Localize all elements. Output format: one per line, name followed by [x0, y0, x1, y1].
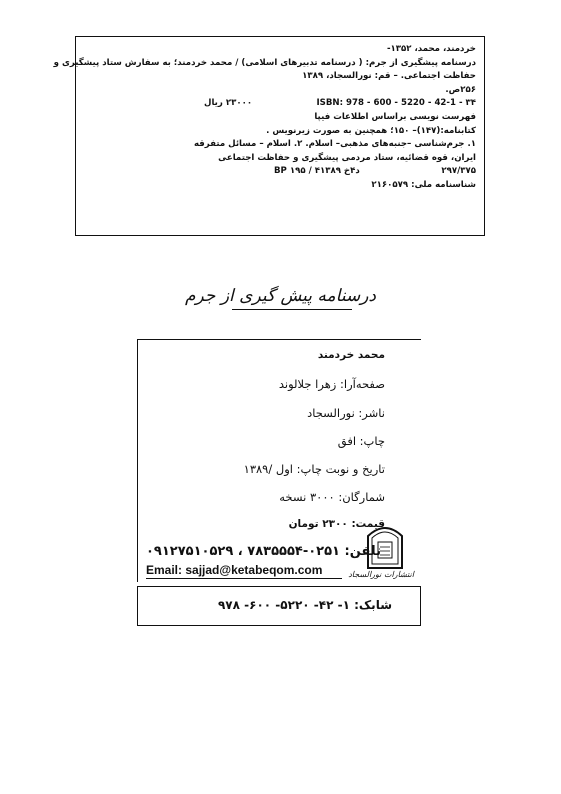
credit-price: قیمت: ۲۳۰۰ تومان: [288, 518, 385, 530]
logo-caption: انتشارات نورالسجاد: [348, 570, 414, 579]
credit-email[interactable]: Email: sajjad@ketabeqom.com: [146, 563, 323, 577]
cip-bibliography-line: کتابنامه:(۱۴۷)– ۱۵۰؛ همچنین به صورت زیرنویس .: [266, 125, 476, 136]
cip-subjects-line: ۱. جرم‌شناسی –جنبه‌های مذهبی– اسلام. ۲. اسلام – مسائل متفرقه: [193, 139, 476, 150]
cip-price: ۲۳۰۰۰ ریال: [204, 98, 253, 109]
credit-author: محمد خردمند: [317, 349, 385, 361]
cip-fipa-line: فهرست نویسی براساس اطلاعات فیپا: [314, 111, 476, 122]
credit-circulation: شمارگان: ۳۰۰۰ نسخه: [279, 490, 385, 504]
isbn-shabak: شابک: ۱- ۴۲- ۵۲۲۰- ۶۰۰- ۹۷۸: [217, 598, 392, 612]
cip-classification-row: [84, 165, 476, 179]
email-underline: [146, 578, 342, 579]
cip-isbn-row: [84, 97, 476, 111]
cip-corporate-line: ایران، قوه قضائیه، ستاد مردمی پیشگیری و حفاظت اجتماعی: [218, 152, 476, 163]
cip-isbn: ISBN: 978 - 600 - 5220 - 42-1 - ۳۴: [316, 98, 476, 109]
cip-title-line: درسنامه پیشگیری از جرم: ( درسنامه تدبیرهای اسلامی) / محمد خردمند؛ به سفارش ستاد پیشگیری و: [53, 57, 476, 68]
credit-publisher: ناشر: نورالسجاد: [307, 406, 385, 420]
cip-lc-class: BP ۱۹۵ / ۴د۴خ ۱۳۸۹: [274, 166, 360, 177]
cip-national-number: شناسنامه ملی: ۲۱۶۰۵۷۹: [371, 179, 476, 190]
cip-record-box: [53, 36, 485, 236]
credit-layout: صفحه‌آرا: زهرا جلالوند: [278, 377, 385, 391]
isbn-box: [137, 586, 421, 626]
credit-phone: تلفن: ۰۲۵۱-۷۸۳۵۵۵۴ ، ۰۹۱۲۷۵۱۰۵۲۹: [146, 544, 381, 559]
cip-author-line: خردمند، محمد، ۱۳۵۲-: [386, 44, 476, 54]
cip-pages-line: ۲۵۶ص.: [445, 84, 476, 95]
cip-imprint-line: حفاظت اجتماعی. – قم: نورالسجاد، ۱۳۸۹: [302, 71, 476, 82]
cip-dewey: ۲۹۷/۳۷۵: [441, 166, 476, 177]
title-underline: [232, 309, 352, 310]
book-title: درسنامه پیش گیری از جرم: [185, 286, 376, 306]
credit-edition: تاریخ و نوبت چاپ: اول /۱۳۸۹: [243, 462, 385, 476]
credit-printer: چاپ: افق: [337, 434, 385, 448]
